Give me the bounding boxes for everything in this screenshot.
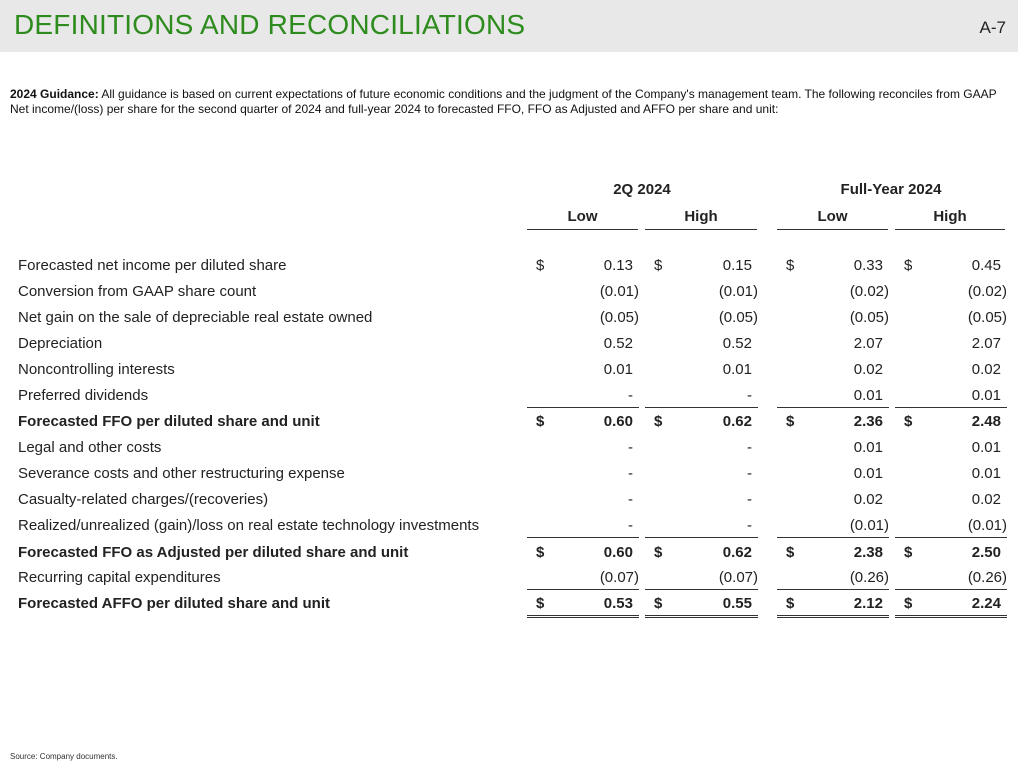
value-cell (895, 461, 1007, 485)
row-label: Recurring capital expenditures (18, 569, 221, 586)
value: (0.26) (967, 569, 1007, 586)
page-number: A-7 (979, 18, 1006, 37)
table-row (0, 591, 1018, 617)
value-cell (527, 540, 639, 564)
currency-symbol: $ (536, 413, 545, 430)
currency-symbol: $ (536, 257, 545, 274)
value-cell (895, 513, 1007, 538)
value: (0.01) (599, 283, 639, 300)
value: - (628, 439, 633, 456)
currency-symbol: $ (904, 257, 913, 274)
table-row (0, 513, 1018, 539)
value-cell (895, 305, 1007, 329)
value: 0.01 (853, 439, 883, 456)
table-row (0, 409, 1018, 435)
row-label: Preferred dividends (18, 387, 149, 404)
value-cell (645, 305, 758, 329)
page-title: DEFINITIONS AND RECONCILIATIONS (14, 9, 526, 40)
value-cell (895, 279, 1007, 303)
table-row (0, 279, 1018, 305)
value: (0.07) (599, 569, 639, 586)
value: - (628, 491, 633, 508)
intro-paragraph (10, 87, 1008, 117)
value-cell (777, 591, 889, 618)
value-cell (895, 253, 1007, 277)
value: 2.07 (853, 335, 883, 352)
value: (0.02) (849, 283, 889, 300)
value-cell (527, 461, 639, 485)
value: 0.01 (971, 439, 1001, 456)
value: (0.05) (849, 309, 889, 326)
value: 0.62 (722, 413, 752, 430)
table-row (0, 357, 1018, 383)
row-label: Severance costs and other restructuring expense (18, 465, 345, 482)
currency-symbol: $ (786, 595, 795, 612)
currency-symbol: $ (536, 595, 545, 612)
value: - (747, 439, 752, 456)
value-cell (777, 331, 889, 355)
value: 0.01 (853, 465, 883, 482)
currency-symbol: $ (786, 544, 795, 561)
row-label: Legal and other costs (18, 439, 162, 456)
value: 0.01 (971, 387, 1001, 404)
value-cell (777, 540, 889, 564)
value: - (628, 465, 633, 482)
table-row (0, 331, 1018, 357)
value-cell (777, 565, 889, 590)
value: 0.33 (853, 257, 883, 274)
value-cell (895, 331, 1007, 355)
currency-symbol: $ (786, 257, 795, 274)
value-cell (777, 487, 889, 511)
value-cell (645, 279, 758, 303)
value: 2.38 (853, 544, 883, 561)
currency-symbol: $ (904, 413, 913, 430)
value-cell (645, 435, 758, 459)
row-label: Realized/unrealized (gain)/loss on real estate technology investments (18, 517, 480, 534)
row-label: Forecasted FFO per diluted share and unit (18, 413, 320, 430)
value: 0.55 (722, 595, 752, 612)
intro-lead: 2024 Guidance: (10, 87, 99, 101)
value: 0.02 (971, 491, 1001, 508)
value-cell (777, 305, 889, 329)
value: 2.07 (971, 335, 1001, 352)
value: 0.62 (722, 544, 752, 561)
currency-symbol: $ (654, 257, 663, 274)
value-cell (527, 435, 639, 459)
row-label: Conversion from GAAP share count (18, 283, 257, 300)
value-cell (777, 409, 889, 433)
value-cell (777, 383, 889, 408)
value-cell (777, 253, 889, 277)
value-cell (777, 461, 889, 485)
value: 0.01 (853, 387, 883, 404)
value: - (628, 387, 633, 404)
value: 0.52 (722, 335, 752, 352)
value: (0.01) (967, 517, 1007, 534)
subheader-2q-low: Low (527, 208, 638, 230)
value: 0.52 (603, 335, 633, 352)
value: - (747, 491, 752, 508)
currency-symbol: $ (654, 595, 663, 612)
value: 2.12 (853, 595, 883, 612)
value-cell (895, 435, 1007, 459)
value: (0.05) (718, 309, 758, 326)
header-bar (0, 0, 1018, 52)
value-cell (895, 383, 1007, 408)
value-cell (527, 565, 639, 590)
value: - (628, 517, 633, 534)
value-cell (645, 565, 758, 590)
table-row (0, 461, 1018, 487)
value: - (747, 517, 752, 534)
value: (0.01) (849, 517, 889, 534)
value: 0.02 (853, 361, 883, 378)
value-cell (895, 357, 1007, 381)
value-cell (527, 331, 639, 355)
currency-symbol: $ (654, 413, 663, 430)
table-row (0, 565, 1018, 591)
currency-symbol: $ (536, 544, 545, 561)
subheader-fy-low: Low (777, 208, 888, 230)
row-label: Noncontrolling interests (18, 361, 175, 378)
value-cell (895, 409, 1007, 433)
value: (0.26) (849, 569, 889, 586)
subheader-fy-high: High (895, 208, 1005, 230)
value: (0.05) (967, 309, 1007, 326)
value: 0.01 (971, 465, 1001, 482)
value: (0.02) (967, 283, 1007, 300)
value-cell (645, 357, 758, 381)
value: 2.24 (971, 595, 1001, 612)
intro-text: All guidance is based on current expectations of future economic conditions and the judgment of the Company's management team. The following reconciles from GAAP Net income/(loss) per share for the second quarter of 2024 and full-year 2024 to forecasted FFO, FFO as Adjusted and AFFO per share and unit: (10, 87, 997, 116)
value-cell (527, 357, 639, 381)
value: 0.01 (722, 361, 752, 378)
value-cell (527, 279, 639, 303)
value-cell (895, 565, 1007, 590)
value: 0.45 (971, 257, 1001, 274)
value-cell (645, 540, 758, 564)
value-cell (527, 513, 639, 538)
table-row (0, 435, 1018, 461)
value-cell (527, 253, 639, 277)
table-row (0, 305, 1018, 331)
value: - (747, 387, 752, 404)
value: 2.48 (971, 413, 1001, 430)
table-row (0, 383, 1018, 409)
row-label: Depreciation (18, 335, 103, 352)
value: 0.02 (971, 361, 1001, 378)
value-cell (527, 409, 639, 433)
currency-symbol: $ (904, 544, 913, 561)
source-note: Source: Company documents. (10, 752, 118, 761)
row-label: Net gain on the sale of depreciable real estate owned (18, 309, 373, 326)
value-cell (645, 253, 758, 277)
value: 2.50 (971, 544, 1001, 561)
value-cell (777, 279, 889, 303)
value: 0.15 (722, 257, 752, 274)
row-label: Casualty-related charges/(recoveries) (18, 491, 269, 508)
currency-symbol: $ (786, 413, 795, 430)
value: 0.53 (603, 595, 633, 612)
value: 0.01 (603, 361, 633, 378)
value-cell (777, 435, 889, 459)
value: 0.13 (603, 257, 633, 274)
value-cell (895, 487, 1007, 511)
value-cell (777, 357, 889, 381)
group-header-2q: 2Q 2024 (613, 181, 671, 198)
value: 2.36 (853, 413, 883, 430)
value-cell (527, 591, 639, 618)
value-cell (645, 591, 758, 618)
value-cell (527, 383, 639, 408)
value-cell (645, 383, 758, 408)
table-row (0, 253, 1018, 279)
value-cell (527, 487, 639, 511)
row-label: Forecasted FFO as Adjusted per diluted share and unit (18, 544, 409, 561)
group-header-full-year: Full-Year 2024 (840, 181, 942, 198)
value-cell (645, 409, 758, 433)
row-label: Forecasted AFFO per diluted share and unit (18, 595, 330, 612)
value: - (747, 465, 752, 482)
value: 0.60 (603, 544, 633, 561)
table-row (0, 487, 1018, 513)
value: (0.01) (718, 283, 758, 300)
value-cell (645, 331, 758, 355)
value: 0.60 (603, 413, 633, 430)
value: 0.02 (853, 491, 883, 508)
value-cell (895, 591, 1007, 618)
value-cell (645, 487, 758, 511)
value: (0.07) (718, 569, 758, 586)
value-cell (645, 513, 758, 538)
row-label: Forecasted net income per diluted share (18, 257, 287, 274)
currency-symbol: $ (904, 595, 913, 612)
currency-symbol: $ (654, 544, 663, 561)
value-cell (895, 540, 1007, 564)
value-cell (777, 513, 889, 538)
value-cell (527, 305, 639, 329)
subheader-2q-high: High (645, 208, 757, 230)
value: (0.05) (599, 309, 639, 326)
table-row (0, 540, 1018, 566)
value-cell (645, 461, 758, 485)
